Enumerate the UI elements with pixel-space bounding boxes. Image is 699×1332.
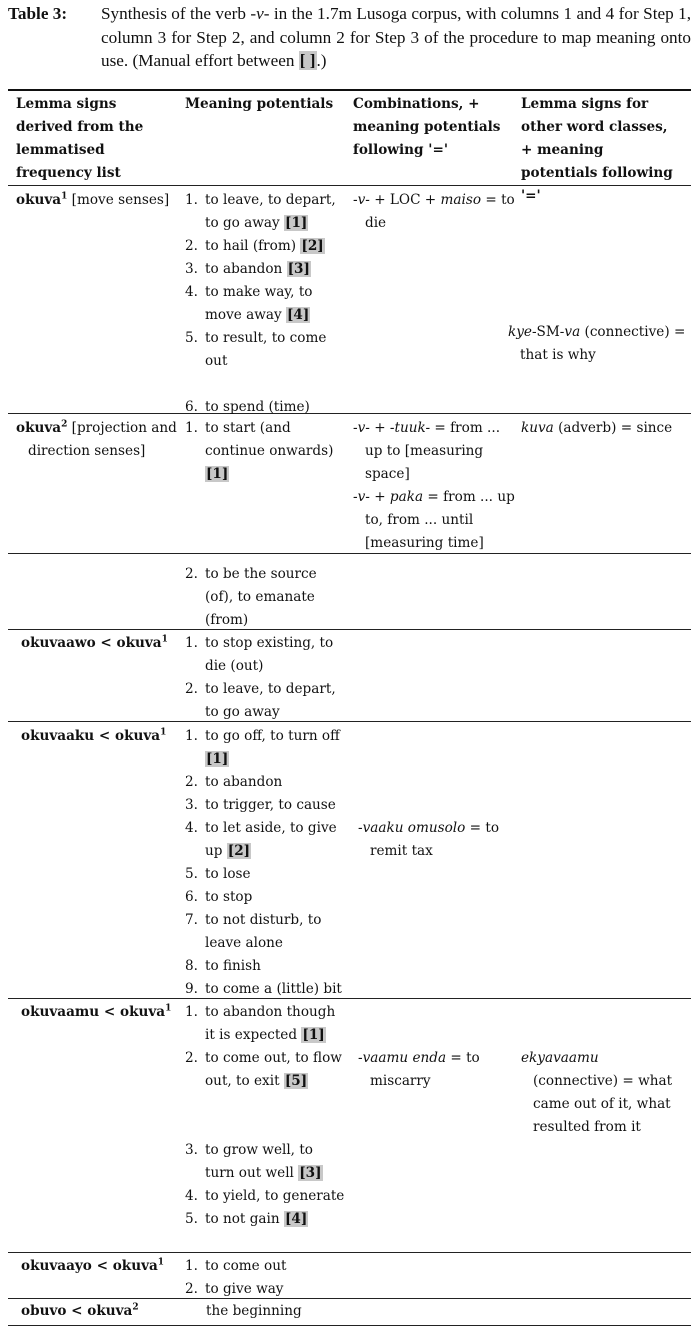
list-item: 1. to stop existing, to die (out) bbox=[185, 635, 334, 674]
caption-text: Synthesis of the verb -v- in the 1.7m Lusoga corpus, with columns 1 and 4 for Step 1, column 3 for Step 2, and column 2 for Step 3 of the procedure to map meaning onto use. (Manual effort between [ ].) bbox=[101, 4, 691, 70]
list-item: 2. to be the source (of), to emanate (from) bbox=[185, 566, 317, 628]
header-combinations: Combinations, + meaning potentials following '=' bbox=[353, 96, 501, 158]
row-rule bbox=[8, 998, 691, 999]
list-item: 2. to abandon bbox=[185, 774, 283, 790]
lemma-okuva1: okuva$^1$ [move senses] bbox=[16, 191, 170, 208]
list-item: 2. to come out, to flow out, to exit [5] bbox=[185, 1050, 342, 1089]
lemma-okuva2: okuva$^2$ [projection and direction senses] bbox=[16, 419, 177, 459]
page-break-rule bbox=[8, 553, 691, 554]
row-rule bbox=[8, 721, 691, 722]
meanings-okuvaaku bbox=[185, 725, 345, 1001]
list-item: 9. to come a (little) bit bbox=[185, 981, 342, 997]
meanings-okuva2-continued bbox=[185, 563, 345, 632]
header-lemma-signs: Lemma signs derived from the lemmatised frequency list bbox=[16, 96, 144, 181]
other-okuva2: kuva (adverb) = since bbox=[521, 420, 673, 436]
lemma-okuvaaku: okuvaaku < okuva$^1$ bbox=[21, 727, 167, 744]
row-rule bbox=[8, 1298, 691, 1299]
lemma-okuvaayo: okuvaayo < okuva$^1$ bbox=[21, 1257, 165, 1274]
lemma-okuvaawo: okuvaawo < okuva$^1$ bbox=[21, 634, 168, 651]
table-bottom-rule bbox=[8, 1325, 691, 1326]
combination-okuva2-time: -v- + paka = from ... up to, from ... until [measuring time] bbox=[353, 489, 515, 551]
row-rule bbox=[8, 413, 691, 414]
list-item: 1. to abandon though it is expected [1] bbox=[185, 1004, 336, 1043]
combination-okuva2-space: -v- + -tuuk- = from ... up to [measuring space] bbox=[353, 420, 501, 482]
list-item: 4. to let aside, to give up [2] bbox=[185, 820, 337, 859]
list-item: 1. to start (and continue onwards) [1] bbox=[185, 420, 334, 482]
meanings-okuvaawo bbox=[185, 632, 345, 724]
list-item: 3. to abandon [3] bbox=[185, 261, 310, 277]
list-item: 1. to go off, to turn off [1] bbox=[185, 728, 340, 767]
meanings-okuvaayo bbox=[185, 1255, 345, 1301]
list-item: 5. to not gain [4] bbox=[185, 1211, 308, 1227]
combination-okuvaaku: -vaaku omusolo = to remit tax bbox=[358, 820, 500, 859]
table-top-rule bbox=[8, 89, 691, 91]
list-item: 1. to leave, to depart, to go away [1] bbox=[185, 192, 336, 231]
list-item: 4. to make way, to move away [4] bbox=[185, 284, 313, 323]
meanings-okuva1 bbox=[185, 189, 345, 419]
other-okuva1: kye-SM-va (connective) = that is why bbox=[508, 324, 686, 363]
header-meaning-potentials: Meaning potentials bbox=[185, 96, 334, 112]
list-item: 3. to trigger, to cause bbox=[185, 797, 336, 813]
row-rule bbox=[8, 629, 691, 630]
list-item: 3. to grow well, to turn out well [3] bbox=[185, 1142, 322, 1181]
caption-label: Table 3: bbox=[8, 4, 68, 23]
list-item: 8. to finish bbox=[185, 958, 261, 974]
meanings-okuva2 bbox=[185, 417, 345, 486]
list-item: 6. to stop bbox=[185, 889, 253, 905]
list-item: 2. to leave, to depart, to go away bbox=[185, 681, 336, 720]
list-item: 7. to not disturb, to leave alone bbox=[185, 912, 322, 951]
lemma-okuvaamu: okuvaamu < okuva$^1$ bbox=[21, 1003, 172, 1020]
list-item: 5. to lose bbox=[185, 866, 251, 882]
combination-okuva1: -v- + LOC + maiso = to die bbox=[353, 192, 515, 231]
list-item: 5. to result, to come out bbox=[185, 330, 327, 369]
row-rule bbox=[8, 1252, 691, 1253]
list-item: 6. to spend (time) bbox=[185, 399, 310, 415]
list-item: 4. to yield, to generate bbox=[185, 1188, 345, 1204]
list-item: 2. to hail (from) [2] bbox=[185, 238, 324, 254]
meaning-obuvo: the beginning bbox=[206, 1303, 302, 1319]
list-item: 2. to give way bbox=[185, 1281, 284, 1297]
list-item: 1. to come out bbox=[185, 1258, 287, 1274]
lemma-obuvo: obuvo < okuva$^2$ bbox=[21, 1302, 139, 1319]
header-other-word-classes: Lemma signs for other word classes, + meaning potentials following '=' bbox=[521, 96, 673, 204]
combination-okuvaamu: -vaamu enda = to miscarry bbox=[358, 1050, 480, 1089]
meanings-okuvaamu bbox=[185, 1001, 345, 1231]
other-okuvaamu: ekyavaamu (connective) = what came out of it, what resulted from it bbox=[521, 1050, 673, 1135]
